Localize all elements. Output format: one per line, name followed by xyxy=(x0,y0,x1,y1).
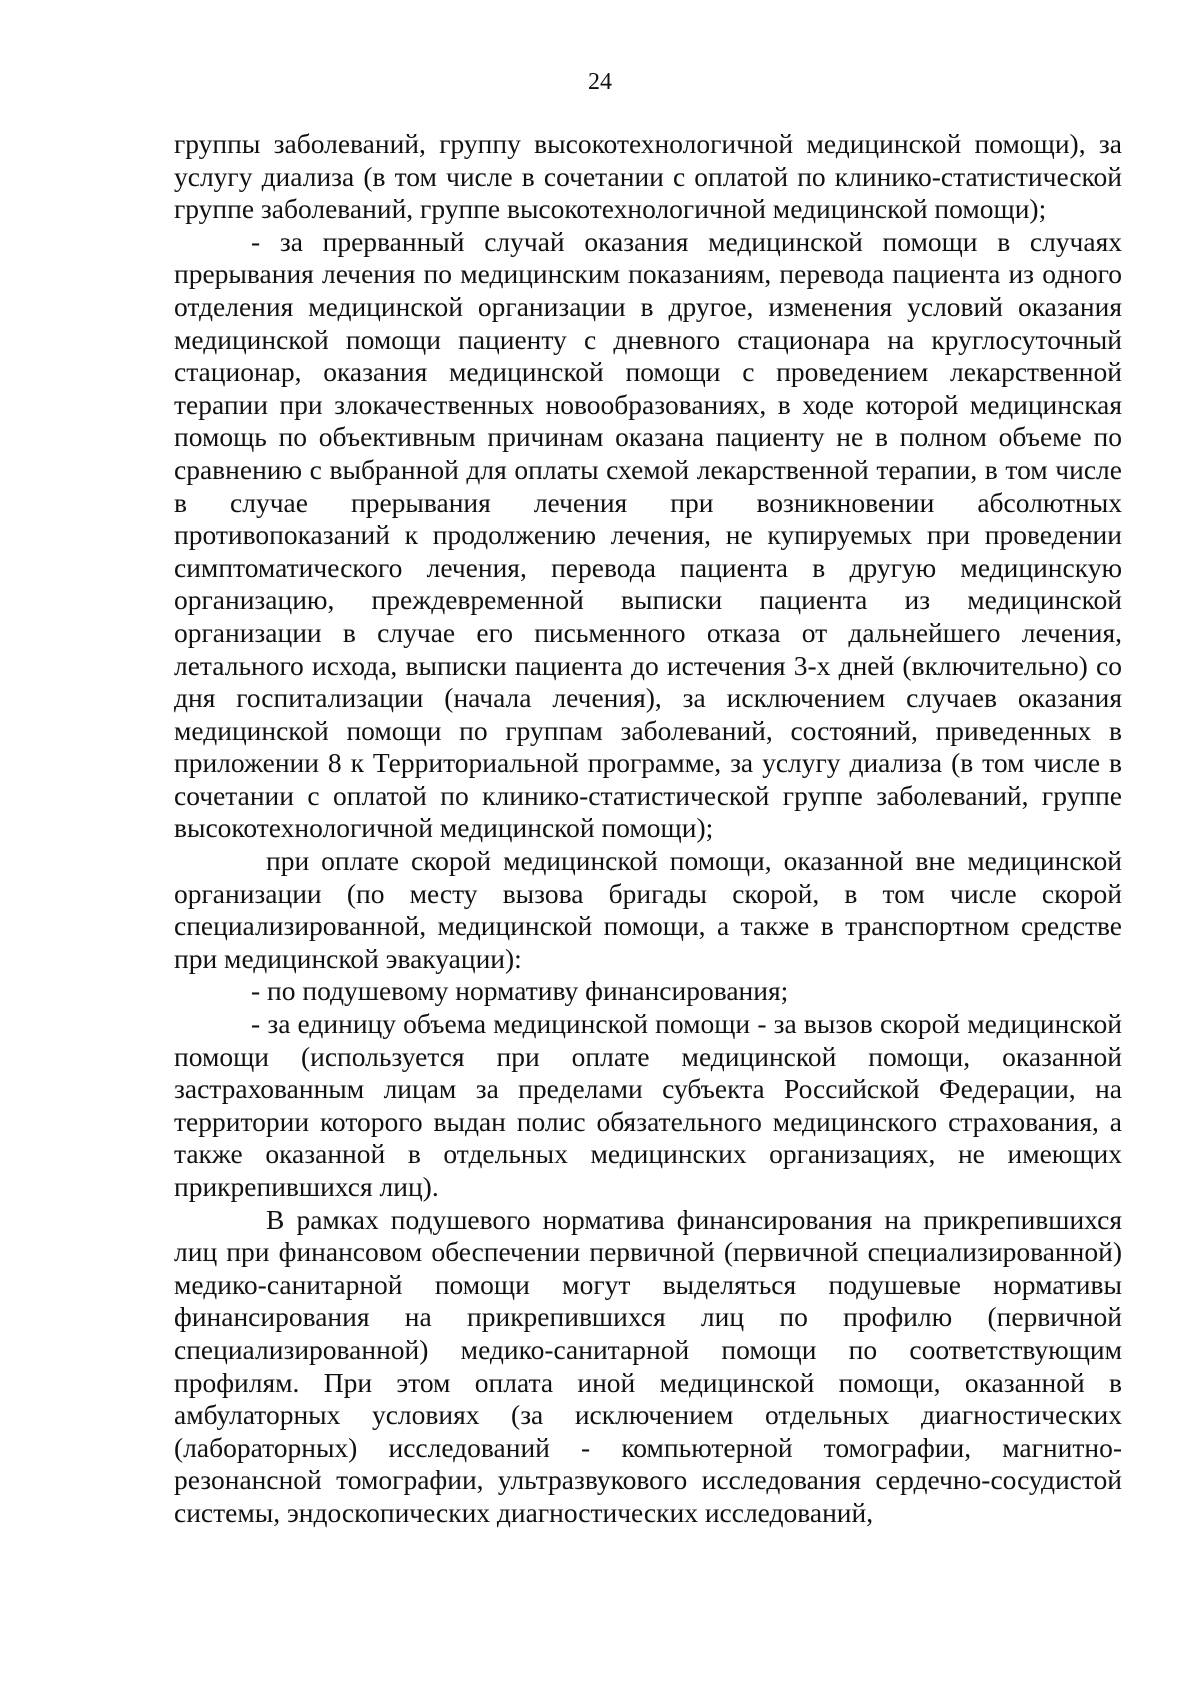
paragraph-per-capita-framework: В рамках подушевого норматива финансирования на прикрепившихся лиц при финансовом обеспечении первичной (первичной специализированной) медико-санитарной помощи могут выделяться подушевые нормативы финансирования на прикрепившихся лиц по профилю (первичной специализированной) медико-санитарной помощи по соответствующим профилям. При этом оплата иной медицинской помощи, оказанной в амбулаторных условиях (за исключением отдельных диагностических (лабораторных) исследований - компьютерной томографии, магнитно-резонансной томографии, ультразвукового исследования сердечно-сосудистой системы, эндоскопических диагностических исследований, xyxy=(174,1203,1122,1528)
paragraph-unit-volume-item: - за единицу объема медицинской помощи - за вызов скорой медицинской помощи (используется при оплате медицинской помощи, оказанной застрахованным лицам за пределами субъекта Российской Федерации, на территории которого выдан полис обязательного медицинского страхования, а также оказанной в отдельных медицинских организациях, не имеющих прикрепившихся лиц). xyxy=(174,1008,1122,1202)
paragraph-continuation: группы заболеваний, группу высокотехнологичной медицинской помощи), за услугу диализа (в том числе в сочетании с оплатой по клинико-статистической группе заболеваний, группе высокотехнологичной медицинской помощи); xyxy=(174,128,1122,225)
paragraph-interrupted-case: - за прерванный случай оказания медицинской помощи в случаях прерывания лечения по медицинским показаниям, перевода пациента из одного отделения медицинской организации в другое, изменения условий оказания медицинской помощи пациенту с дневного стационара на круглосуточный стационар, оказания медицинской помощи с проведением лекарственной терапии при злокачественных новообразованиях, в ходе которой медицинская помощь по объективным причинам оказана пациенту не в полном объеме по сравнению с выбранной для оплаты схемой лекарственной терапии, в том числе в случае прерывания лечения при возникновении абсолютных противопоказаний к продолжению лечения, не купируемых при проведении симптоматического лечения, перевода пациента в другую медицинскую организацию, преждевременной выписки пациента из медицинской организации в случае его письменного отказа от дальнейшего лечения, летального исхода, выписки пациента до истечения 3-х дней (включительно) со дня госпитализации (начала лечения), за исключением случаев оказания медицинской помощи по группам заболеваний, состояний, приведенных в приложении 8 к Территориальной программе, за услугу диализа (в том числе в сочетании с оплатой по клинико-статистической группе заболеваний, группе высокотехнологичной медицинской помощи); xyxy=(174,225,1122,844)
paragraph-ambulance-payment: при оплате скорой медицинской помощи, оказанной вне медицинской организации (по месту вызова бригады скорой, в том числе скорой специализированной, медицинской помощи, а также в транспортном средстве при медицинской эвакуации): xyxy=(174,845,1122,974)
page-number: 24 xyxy=(588,69,612,95)
document-body xyxy=(174,128,1122,1530)
paragraph-per-capita-item: - по подушевому нормативу финансирования; xyxy=(251,975,789,1007)
